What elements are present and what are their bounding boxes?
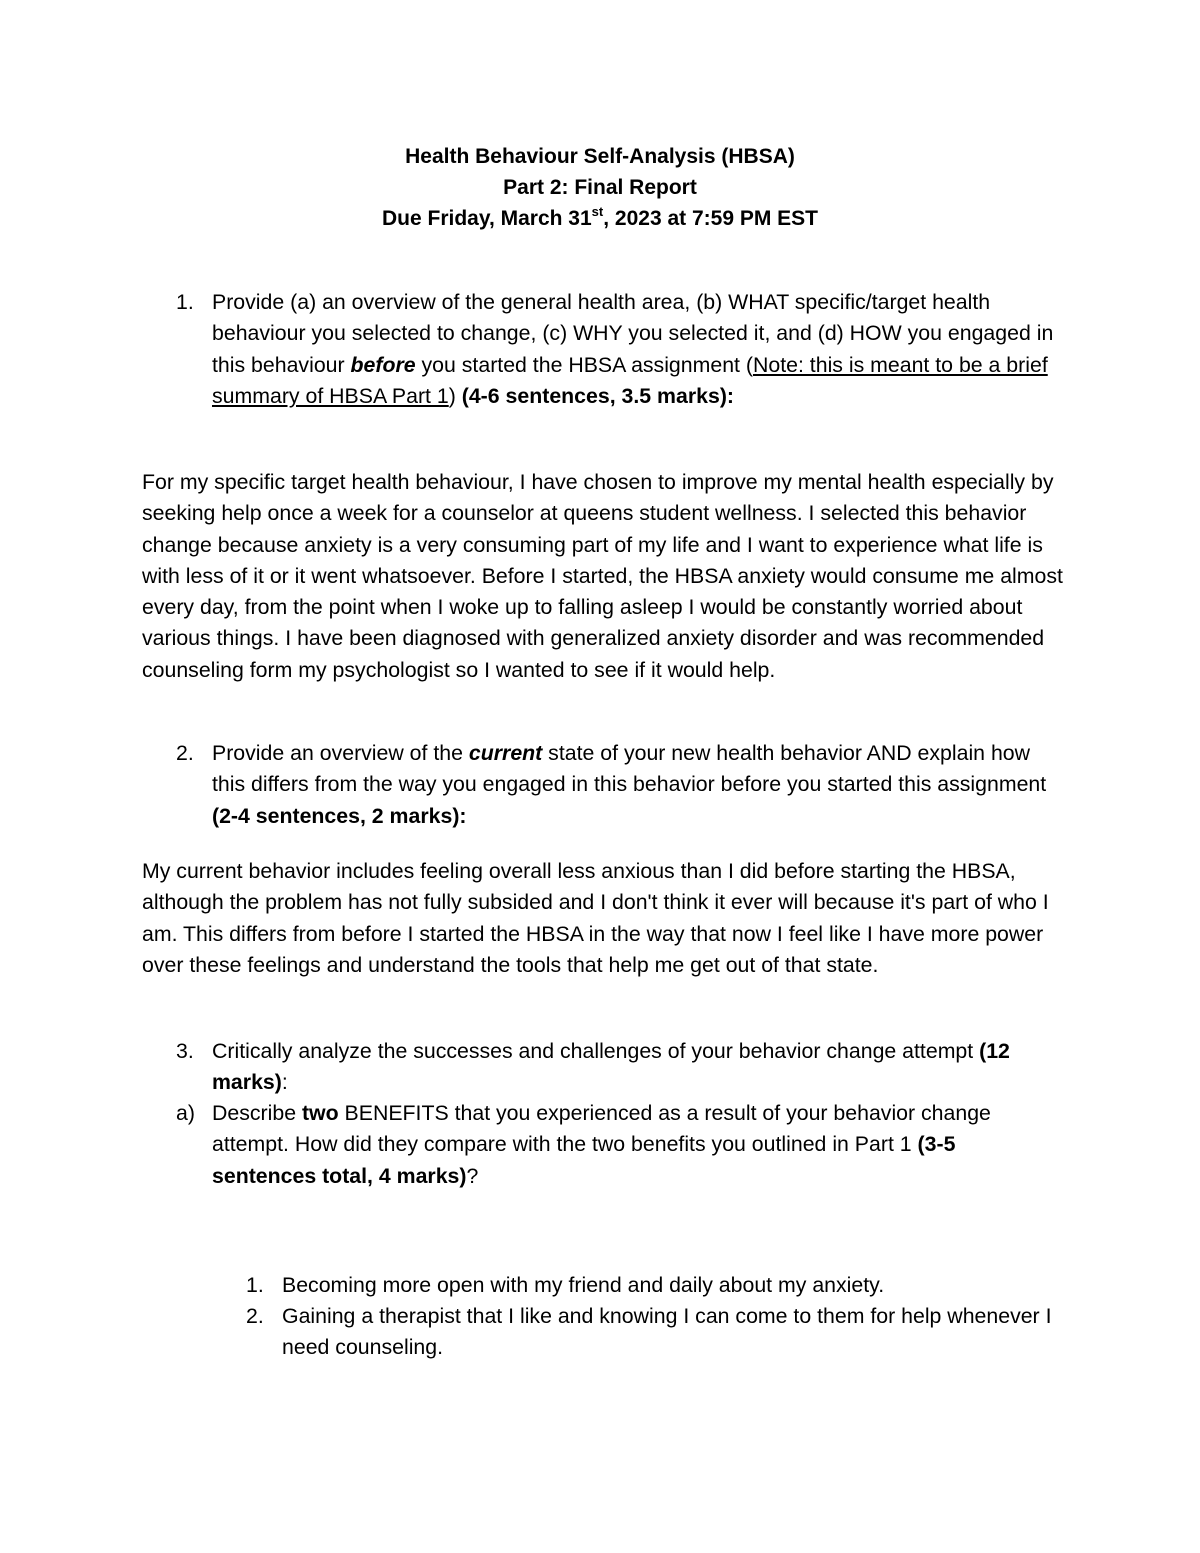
question-3-text-2: : [281,1070,288,1095]
question-3a-text-2: BENEFITS that you experienced as a result of your behavior change attempt. How did they compare with the two benefits you outlined in Part 1 [212,1101,991,1157]
question-2-marks: (2-4 sentences, 2 marks): [212,803,467,828]
question-1-marks: (4-6 sentences, 3.5 marks): [461,383,734,408]
question-3a [176,1098,1062,1192]
due-date [0,203,1200,234]
question-2-emphasis: current [468,741,543,765]
question-1-text: Provide (a) an overview of the general health area, (b) WHAT specific/target health behaviour you selected to change, (c) WHY you selected it, and (d) HOW you engaged in this behaviour [212,290,1054,377]
benefit-item [246,1270,1082,1301]
question-1-emphasis: before [350,352,416,377]
question-2 [176,738,1062,832]
question-3a-text: Describe [212,1101,302,1125]
question-2-text: Provide an overview of the [212,741,469,765]
question-3a-number: a) [176,1101,195,1125]
question-1-number: 1. [176,290,194,314]
due-date-suffix-sup: st [591,204,604,219]
benefit-number: 2. [246,1304,264,1328]
benefit-text: Gaining a therapist that I like and knowing I can come to them for help whenever I need counseling. [282,1304,1052,1360]
answer-1: For my specific target health behaviour, I have chosen to improve my mental health especially by seeking help once a week for a counselor at queens student wellness. I selected this behavior change because anxiety is a very consuming part of my life and I want to experience what life is with less of it or it went whatsoever. Before I started, the HBSA anxiety would consume me almost every day, from the point when I woke up to falling asleep I would be constantly worried about various things. I have been diagnosed with generalized anxiety disorder and was recommended counseling form my psychologist so I wanted to see if it would help. [142,470,1063,682]
question-2-number: 2. [176,741,194,765]
question-3-number: 3. [176,1039,194,1063]
benefit-text: Becoming more open with my friend and daily about my anxiety. [282,1273,885,1297]
due-date-suffix: , 2023 at 7:59 PM EST [603,207,819,230]
question-1-text-2: you started the HBSA assignment ( [415,352,753,377]
due-date-prefix: Due Friday, March 31 [381,207,592,230]
benefit-item [246,1301,1082,1364]
question-3a-emphasis: two [301,1101,339,1125]
question-1-note: Note: this is meant to be a brief summary of HBSA Part 1 [212,352,1048,408]
question-3-marks: (12 marks) [212,1039,1010,1095]
question-1 [176,287,1062,412]
question-1-text-3: ) [448,383,462,408]
question-3-text: Critically analyze the successes and challenges of your behavior change attempt [212,1039,980,1063]
benefit-number: 1. [246,1273,264,1297]
document-subtitle: Part 2: Final Report [503,176,697,199]
question-2-text-2: state of your new health behavior AND explain how this differs from the way you engaged in this behavior before you started this assignment [212,741,1047,797]
answer-2: My current behavior includes feeling overall less anxious than I did before starting the HBSA, although the problem has not fully subsided and I don't think it ever will because it's part of who I am. This differs from before I started the HBSA in the way that now I feel like I have more power over these feelings and understand the tools that help me get out of that state. [142,859,1049,977]
question-3 [176,1036,1062,1099]
question-3a-text-3: ? [466,1163,479,1188]
question-3a-marks: (3-5 sentences total, 4 marks) [212,1132,956,1188]
document-title: Health Behaviour Self-Analysis (HBSA) [405,145,795,168]
